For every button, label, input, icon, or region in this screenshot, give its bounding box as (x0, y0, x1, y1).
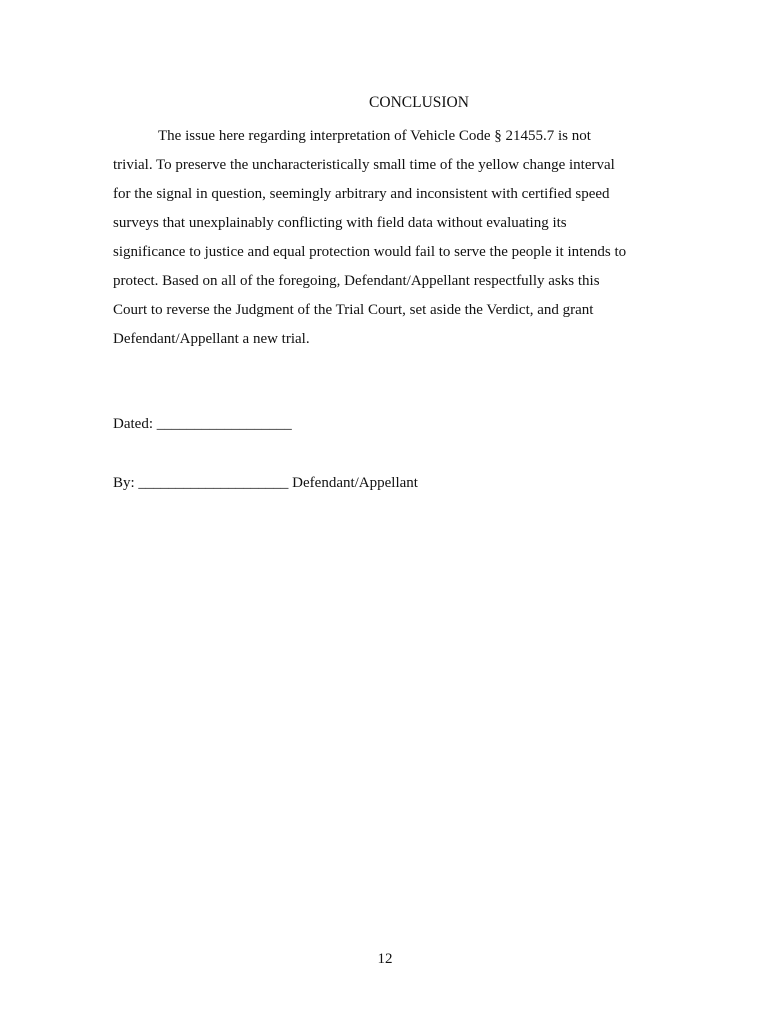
section-heading: CONCLUSION (369, 94, 469, 111)
paragraph-line: The issue here regarding interpretation of Vehicle Code § 21455.7 is not (158, 128, 591, 144)
paragraph-line: Court to reverse the Judgment of the Trial Court, set aside the Verdict, and grant (113, 302, 594, 318)
paragraph-line: Defendant/Appellant a new trial. (113, 331, 310, 347)
dated-signature-line: Dated: __________________ (113, 416, 292, 432)
paragraph-line: significance to justice and equal protection would fail to serve the people it intends to (113, 244, 627, 260)
paragraph-line: surveys that unexplainably conflicting with field data without evaluating its (113, 215, 567, 231)
paragraph-line: protect. Based on all of the foregoing, Defendant/Appellant respectfully asks this (113, 273, 600, 289)
page-number: 12 (377, 951, 393, 967)
paragraph-line: trivial. To preserve the uncharacteristically small time of the yellow change interval (113, 157, 615, 173)
paragraph-line: for the signal in question, seemingly arbitrary and inconsistent with certified speed (113, 186, 610, 202)
conclusion-paragraph (113, 122, 683, 354)
by-signature-line: By: ____________________ Defendant/Appellant (113, 475, 418, 491)
